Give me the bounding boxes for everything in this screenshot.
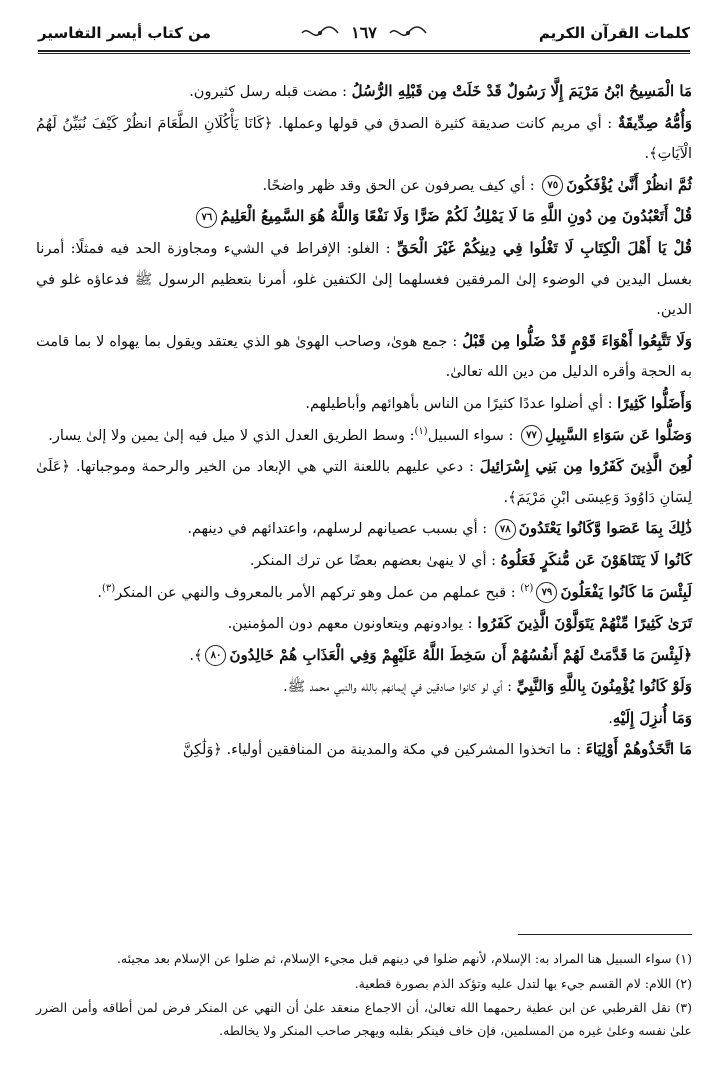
- quran-phrase: وَضَلُّوا عَن سَوَاءِ السَّبِيلِ: [545, 425, 692, 444]
- entry: [36, 608, 692, 640]
- ayah-number: ٧٩: [536, 582, 557, 603]
- entry: [36, 513, 692, 545]
- definition: : قبح عملهم من عمل وهو تركهم الأمر بالمعروف والنهي عن المنكر: [115, 584, 521, 601]
- footnote-ref[interactable]: (٣): [101, 582, 116, 594]
- definition: : سواء السبيل: [427, 427, 519, 444]
- entry: [36, 734, 692, 766]
- definition: : أي لو كانوا صادقين في إيمانهم بالله والنبي محمد ﷺ.: [283, 679, 517, 696]
- left-ornament-icon: [300, 25, 340, 41]
- entry: [36, 326, 692, 388]
- quran-phrase: وَأَضَلُّوا كَثِيرًا: [617, 393, 692, 412]
- quran-phrase: مَا اتَّخَذُوهُمْ أَوْلِيَاءَ: [585, 740, 692, 759]
- header-divider: [38, 50, 690, 54]
- page-number: ١٦٧: [351, 23, 377, 42]
- entry: [36, 545, 692, 577]
- footnote: (١) سواء السبيل هنا المراد به: الإسلام، لأنهم ضلوا في دينهم قبل مجيء الإسلام، ثم ضلوا عن الإسلام بعد مجيئه.: [116, 951, 692, 966]
- quran-phrase: كَانُوا لَا يَتَنَاهَوْنَ عَن مُّنكَرٍ فَعَلُوهُ: [500, 550, 692, 569]
- entry: [36, 671, 692, 703]
- entry: [36, 577, 692, 609]
- ayah-number: ٨٠: [205, 645, 226, 666]
- quran-phrase: ذَٰلِكَ بِمَا عَصَوا وَّكَانُوا يَعْتَدُونَ: [518, 519, 692, 538]
- entry: [36, 640, 692, 672]
- definition: : جمع هوىٰ، وصاحب الهوىٰ هو الذي يعتقد ويقول بما يهواه لا بما قامت به الحجة وأقره الدليل من دين الله تعالىٰ.: [36, 333, 692, 381]
- definition: : يوادونهم ويتعاونون معهم دون المؤمنين.: [227, 616, 478, 633]
- entry: [36, 201, 692, 233]
- footnote-divider: [518, 934, 692, 935]
- quran-phrase: وَلَوْ كَانُوا يُؤْمِنُونَ بِاللَّهِ وَالنَّبِيِّ: [516, 677, 692, 696]
- quran-phrase: قُلْ يَا أَهْلَ الْكِتَابِ لَا تَغْلُوا فِي دِينِكُمْ غَيْرَ الْحَقِّ: [396, 238, 692, 257]
- definition: : الغلو: الإفراط في الشيء ومجاوزة الحد فيه فمثلًا: أمرنا بغسل اليدين في الوضوء إلىٰ المرفقين فغسلهما إلىٰ الكتفين غلو، أمرنا بتعظيم الرسول ﷺ فدعاؤه غلو في الدين.: [36, 240, 692, 319]
- page-header: [38, 22, 690, 56]
- definition: : أي كيف يصرفون عن الحق وقد ظهر واضحًا.: [262, 177, 540, 194]
- source-title: من كتاب أيسر التفاسير: [38, 24, 211, 42]
- definition: : أي بسبب عصيانهم لرسلهم، واعتدائهم في دينهم.: [187, 521, 492, 538]
- quran-phrase: ثُمَّ انظُرْ أَنَّىٰ يُؤْفَكُونَ: [566, 175, 692, 194]
- definition: .: [608, 710, 613, 727]
- quran-phrase: تَرَىٰ كَثِيرًا مِّنْهُمْ يَتَوَلَّوْنَ الَّذِينَ كَفَرُوا: [477, 614, 692, 633]
- entry: [36, 233, 692, 326]
- quran-phrase: وَأُمُّهُ صِدِّيقَةٌ: [617, 113, 693, 132]
- footnote-ref[interactable]: (١): [414, 425, 428, 437]
- footnote-ref[interactable]: (٢): [520, 582, 534, 594]
- ayah-number: ٧٦: [196, 207, 217, 228]
- definition: : مضت قبله رسل كثيرون.: [189, 84, 352, 100]
- ayah-number: ٧٧: [521, 425, 542, 446]
- definition: : ما اتخذوا المشركين في مكة والمدينة من المنافقين أولياء. ﴿وَلَٰكِنَّ: [182, 742, 586, 759]
- quran-phrase: وَمَا أُنزِلَ إِلَيْهِ: [612, 708, 692, 727]
- definition-cont: .: [97, 584, 102, 601]
- quran-phrase: ﴿لَبِئْسَ مَا قَدَّمَتْ لَهُمْ أَنفُسُهُمْ أَن سَخِطَ اللَّهُ عَلَيْهِمْ وَفِي الْعَذَابِ هُمْ خَالِدُونَ: [229, 645, 692, 664]
- book-title: كلمات القرآن الكريم: [538, 24, 690, 42]
- footnotes: [36, 948, 692, 1044]
- entry: [36, 388, 692, 420]
- quran-phrase: مَا الْمَسِيحُ ابْنُ مَرْيَمَ إِلَّا رَسُولٌ قَدْ خَلَتْ مِن قَبْلِهِ الرُّسُلُ: [351, 82, 692, 100]
- entry: [36, 108, 692, 170]
- entry: [36, 170, 692, 202]
- quran-phrase: قُلْ أَتَعْبُدُونَ مِن دُونِ اللَّهِ مَا لَا يَمْلِكُ لَكُمْ ضَرًّا وَلَا نَفْعًا وَاللَّهُ هُوَ السَّمِيعُ الْعَلِيمُ: [220, 207, 692, 226]
- definition-cont: : وسط الطريق العدل الذي لا ميل فيه إلىٰ يمين ولا إلىٰ يسار.: [48, 427, 415, 444]
- entry: [36, 76, 692, 108]
- main-text: [36, 76, 692, 766]
- definition: : أي لا ينهىٰ بعضهم بعضًا عن ترك المنكر.: [249, 552, 501, 569]
- quran-phrase: لَبِئْسَ مَا كَانُوا يَفْعَلُونَ: [560, 582, 692, 601]
- right-ornament-icon: [388, 25, 428, 41]
- footnote: (٣) نقل القرطبي عن ابن عطية رحمهما الله تعالىٰ، أن الاجماع منعقد علىٰ أن النهي عن المنكر فرض لمن أطاقه وأمن الضرر علىٰ نفسه وعلىٰ غيره من المسلمين، فإن خاف فينكر بقلبه ويهجر صاحب المنكر ولا يخالطه.: [36, 1000, 692, 1038]
- entry: [36, 420, 692, 452]
- definition: : أي أضلوا عددًا كثيرًا من الناس بأهوائهم وأباطيلهم.: [305, 395, 618, 412]
- definition: : دعي عليهم باللعنة التي هي الإبعاد من الخير والرحمة وموجباتها. ﴿عَلَىٰ لِسَانِ دَاوُودَ وَعِيسَى ابْنِ مَرْيَمَ﴾.: [36, 459, 692, 506]
- ayah-number: ٧٨: [495, 519, 516, 540]
- quran-phrase: وَلَا تَتَّبِعُوا أَهْوَاءَ قَوْمٍ قَدْ ضَلُّوا مِن قَبْلُ: [462, 331, 692, 350]
- footnote: (٢) اللام: لام القسم جيء بها لتدل عليه وتؤكد الذم بصورة قطعية.: [354, 975, 692, 991]
- definition: ﴾.: [189, 647, 203, 664]
- ayah-number: ٧٥: [542, 175, 563, 196]
- definition: : أي مريم كانت صديقة كثيرة الصدق في قولها وعملها. ﴿كَانَا يَأْكُلَانِ الطَّعَامَ انظُرْ كَيْفَ نُبَيِّنُ لَهُمُ الْآيَاتِ﴾.: [36, 115, 692, 163]
- entry: [36, 451, 692, 513]
- quran-phrase: لُعِنَ الَّذِينَ كَفَرُوا مِن بَنِي إِسْرَائِيلَ: [479, 457, 692, 476]
- entry: [36, 703, 692, 735]
